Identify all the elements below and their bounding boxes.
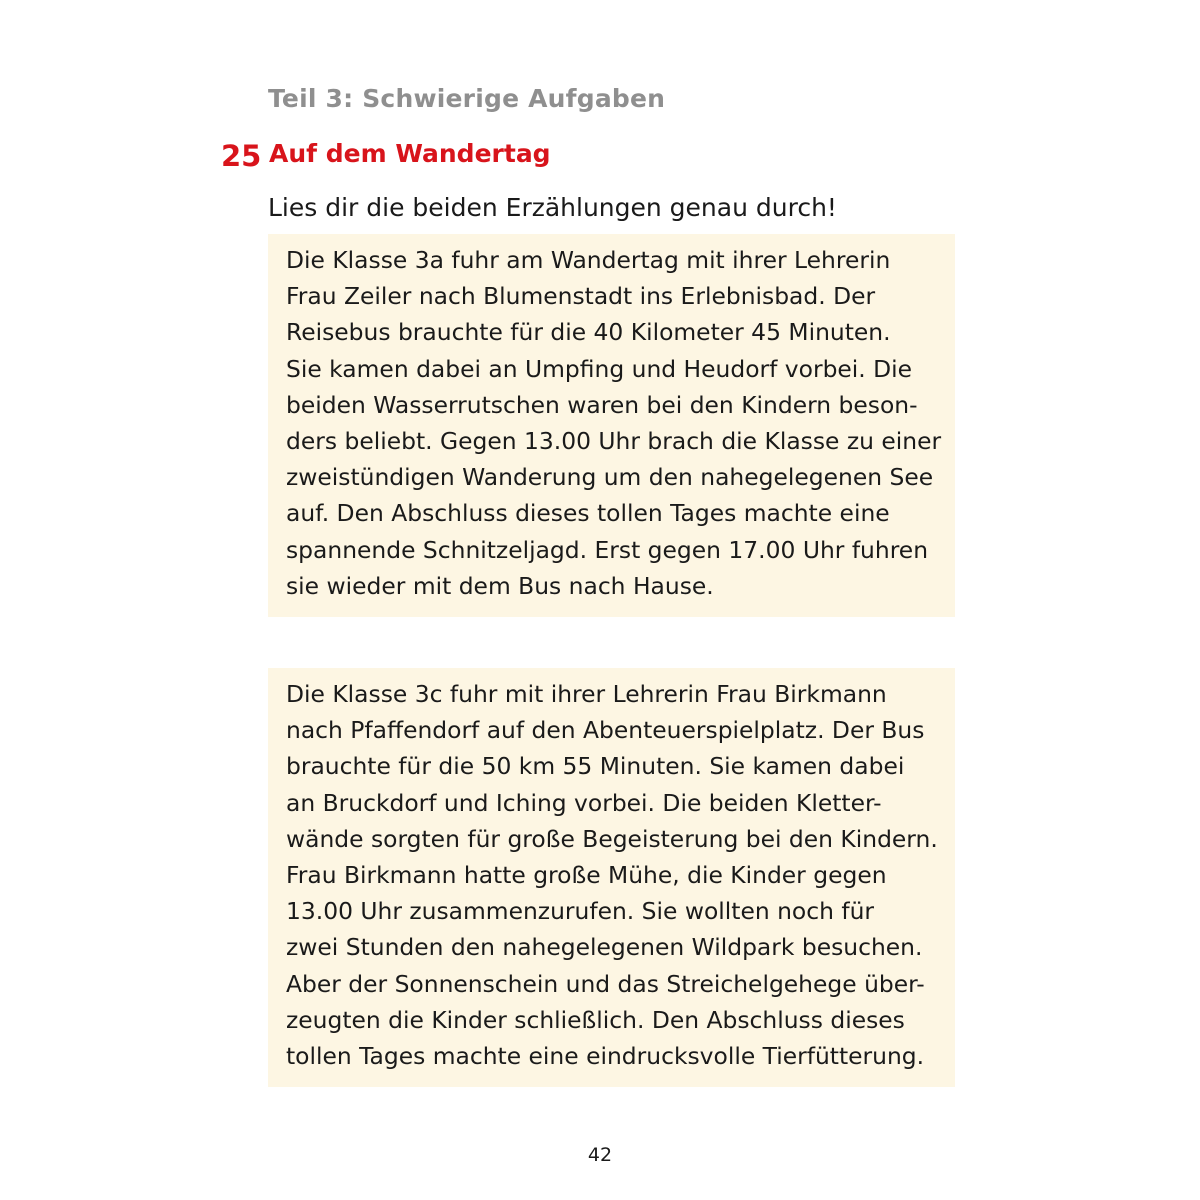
story-line: Aber der Sonnenschein und das Streichelgehege über- (286, 969, 925, 998)
section-heading: Teil 3: Schwierige Aufgaben (268, 84, 666, 113)
page-number: 42 (587, 1144, 613, 1166)
story-line: zwei Stunden den nahegelegenen Wildpark besuchen. (286, 933, 923, 962)
story-box-2 (268, 668, 955, 1087)
story-line: wände sorgten für große Begeisterung bei den Kindern. (286, 824, 938, 853)
story-line: auf. Den Abschluss dieses tollen Tages machte eine (286, 499, 890, 528)
task-title: Auf dem Wandertag (269, 139, 551, 168)
story-line: Sie kamen dabei an Umpfing und Heudorf vorbei. Die (286, 354, 913, 383)
story-box-1 (268, 234, 955, 617)
story-line: spannende Schnitzeljagd. Erst gegen 17.00 Uhr fuhren (286, 535, 929, 564)
story-line: Frau Birkmann hatte große Mühe, die Kinder gegen (286, 861, 887, 890)
story-line: nach Pfaffendorf auf den Abenteuerspielplatz. Der Bus (286, 716, 925, 745)
story-line: zweistündigen Wanderung um den nahegelegenen See (286, 463, 934, 492)
story-line: zeugten die Kinder schließlich. Den Abschluss dieses (286, 1005, 905, 1034)
story-line: 13.00 Uhr zusammenzurufen. Sie wollten noch für (286, 897, 875, 926)
story-line: Die Klasse 3a fuhr am Wandertag mit ihrer Lehrerin (286, 246, 891, 274)
story-line: Frau Zeiler nach Blumenstadt ins Erlebnisbad. Der (286, 282, 876, 311)
story-line: ders beliebt. Gegen 13.00 Uhr brach die Klasse zu einer (286, 427, 942, 456)
story-line: brauchte für die 50 km 55 Minuten. Sie kamen dabei (286, 752, 905, 781)
task-number: 25 (221, 139, 262, 173)
story-line: Reisebus brauchte für die 40 Kilometer 45 Minuten. (286, 318, 891, 347)
story-line: beiden Wasserrutschen waren bei den Kindern beson- (286, 390, 918, 419)
story-line: Die Klasse 3c fuhr mit ihrer Lehrerin Frau Birkmann (286, 680, 887, 708)
story-line: an Bruckdorf und Iching vorbei. Die beiden Kletter- (286, 788, 882, 817)
story-line: tollen Tages machte eine eindrucksvolle Tierfütterung. (286, 1042, 925, 1071)
task-instruction: Lies dir die beiden Erzählungen genau durch! (268, 193, 837, 222)
story-line: sie wieder mit dem Bus nach Hause. (286, 571, 714, 600)
